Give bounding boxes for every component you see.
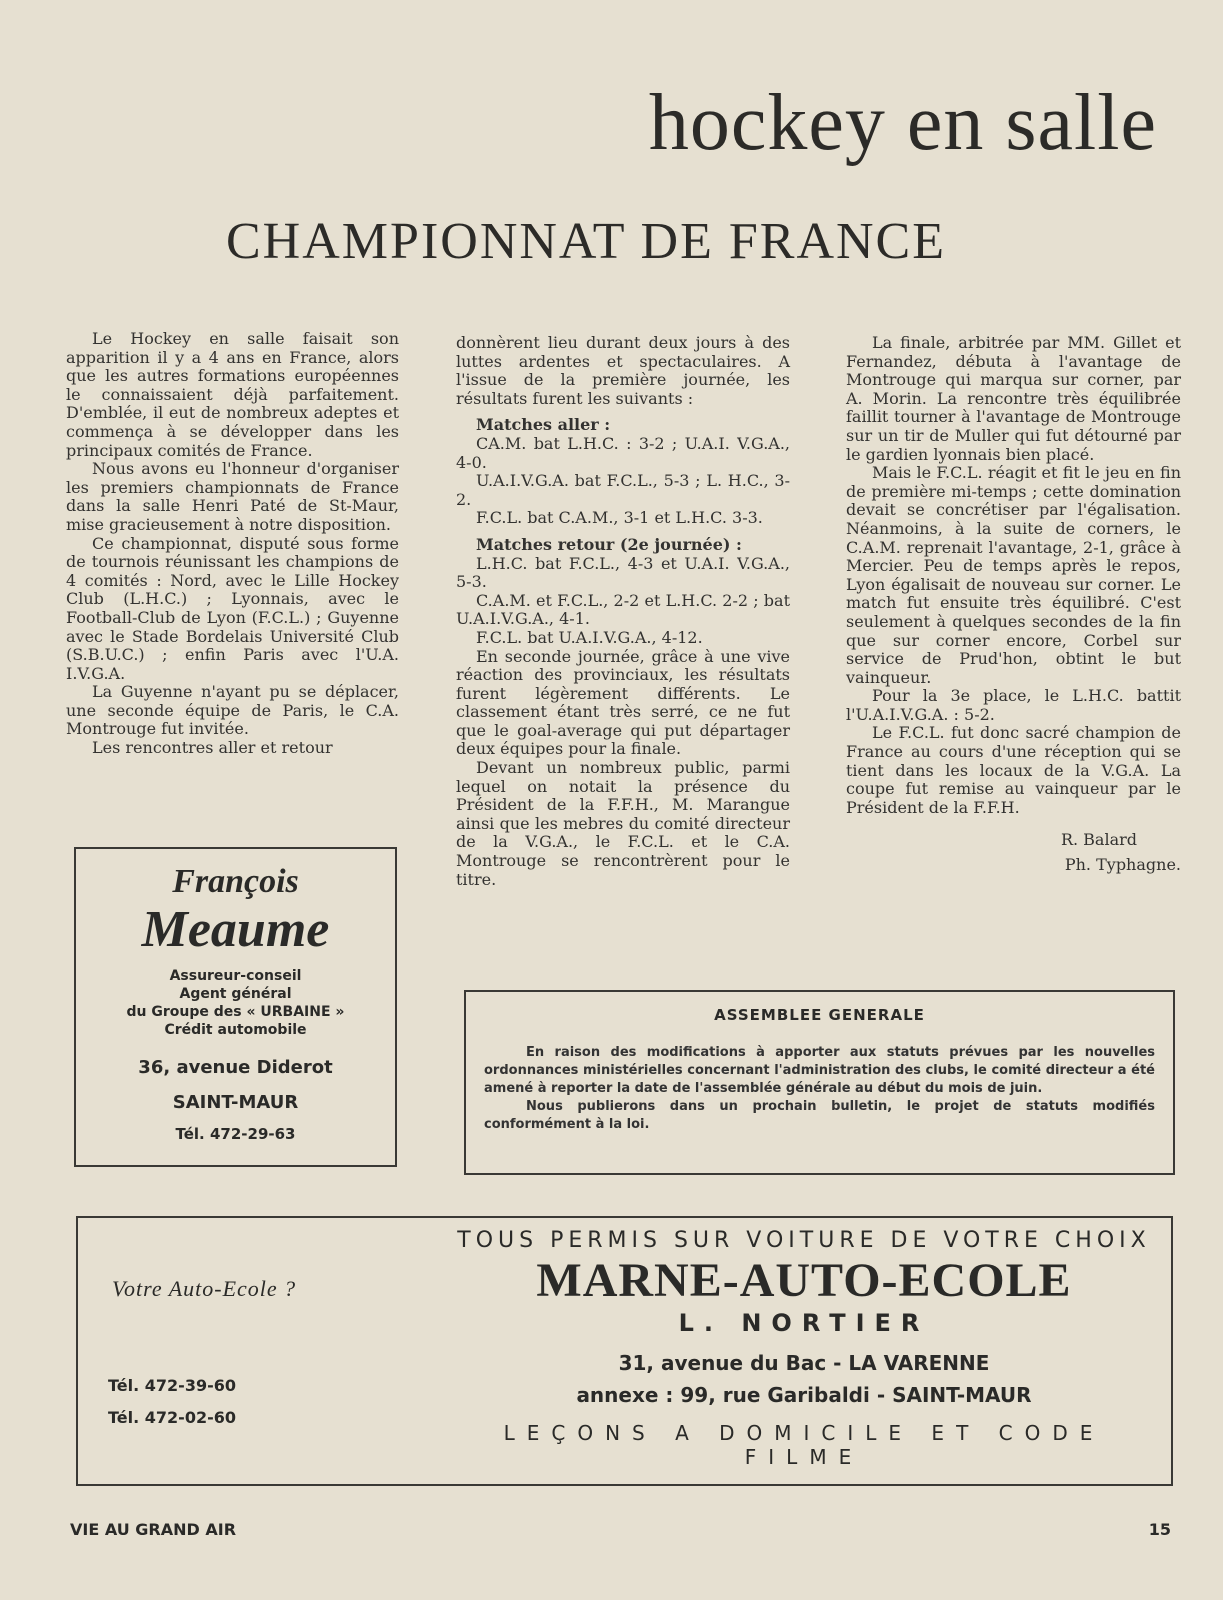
paragraph: Le F.C.L. fut donc sacré champion de France au cours d'une réception qui se tient dans les locaux de la V.G.A. La coupe fut remise au vainqueur par le Président de la F.F.H.: [846, 723, 1181, 817]
ad-city: SAINT-MAUR: [172, 1092, 299, 1113]
matches-retour-heading: Matches retour (2e journée) :: [476, 534, 742, 554]
ad-phone: Tél. 472-39-60: [108, 1376, 236, 1395]
result-line: CA.M. bat L.H.C. : 3-2 ; U.A.I. V.G.A., 4-0.: [456, 433, 790, 472]
paragraph: Ce championnat, disputé sous forme de tournois réunissant les champions de 4 comités : Nord, avec le Lille Hockey Club (L.H.C.) ; Lyonnais, avec le Football-Club de Lyon (F.C.L.) ; Guyenne avec le Stade Bordelais Université Club (S.B.U.C.) ; enfin Paris avec l'U.A. I.V.G.A.: [66, 533, 399, 683]
paragraph: Devant un nombreux public, parmi lequel on notait la présence du Président de la F.F.H., M. Marangue ainsi que les mebres du comité directeur de la V.G.A., le F.C.L. et le C.A. Montrouge se rencontrèrent pour le titre.: [456, 758, 790, 889]
result-line: L.H.C. bat F.C.L., 4-3 et U.A.I. V.G.A., 5-3.: [456, 553, 790, 592]
result-line: C.A.M. et F.C.L., 2-2 et L.H.C. 2-2 ; bat U.A.I.V.G.A., 4-1.: [456, 590, 790, 629]
paragraph: Les rencontres aller et retour: [92, 738, 333, 758]
ad-main-block: [454, 1228, 1154, 1469]
paragraph: La finale, arbitrée par MM. Gillet et Fernandez, débuta à l'avantage de Montrouge qui marqua sur corner, par A. Morin. La rencontre très équilibrée faillit tourner à l'avantage de Montrouge sur un tir de Muller qui fut détourné par le gardien lyonnais bien placé.: [846, 333, 1181, 464]
ad-question: Votre Auto-Ecole ?: [112, 1276, 297, 1301]
notice-body: [484, 1044, 1155, 1134]
paragraph: En seconde journée, grâce à une vive réaction des provinciaux, les résultats furent légèrement différents. Le classement étant très serré, ce ne fut que le goal-average qui put départager deux équipes pour la finale.: [456, 646, 790, 759]
ad-address: 31, avenue du Bac - LA VARENNE: [618, 1351, 990, 1375]
paragraph: Mais le F.C.L. réagit et fit le jeu en fin de première mi-temps ; cette domination devait se concrétiser par l'égalisation. Néanmoins, à la suite de corners, le C.A.M. reprenait l'avantage, 2-1, grâce à Mercier. Peu de temps après le repos, Lyon égalisait de nouveau sur corner. Le match fut ensuite très équilibré. C'est seulement à quelques secondes de la fin que sur corner encore, Corbel sur service de Prud'hon, obtint le but vainqueur.: [846, 463, 1181, 687]
ad-address: 36, avenue Diderot: [138, 1057, 333, 1078]
advertisement-marne-auto-ecole: [76, 1216, 1173, 1486]
ad-bottom-line: LEÇONS A DOMICILE ET CODE FILME: [503, 1421, 1105, 1469]
article-column-2: [456, 334, 790, 889]
ad-owner: L. NORTIER: [678, 1309, 930, 1337]
paragraph: Le Hockey en salle faisait son apparition il y a 4 ans en France, alors que les autres formations européennes le connaissaient déjà parfaitement. D'emblée, il eut de nombreux adeptes et commença à se développer dans les principaux comités de France.: [66, 329, 399, 460]
notice-paragraph: Nous publierons dans un prochain bulletin, le projet de statuts modifiés conformément à la loi.: [484, 1099, 1155, 1132]
result-line: F.C.L. bat U.A.I.V.G.A., 4-12.: [476, 627, 703, 647]
result-line: U.A.I.V.G.A. bat F.C.L., 5-3 ; L. H.C., 3-2.: [456, 471, 790, 509]
page-number: 15: [1148, 1520, 1171, 1539]
page-title: CHAMPIONNAT DE FRANCE: [226, 213, 947, 270]
ad-line: Assureur-conseil: [169, 968, 302, 984]
ad-company-name: MARNE-AUTO-ECOLE: [536, 1254, 1072, 1307]
assembly-notice: [464, 990, 1175, 1175]
notice-title: ASSEMBLEE GENERALE: [714, 1006, 925, 1024]
author-1: R. Balard: [1060, 830, 1137, 850]
section-title: hockey en salle: [648, 79, 1157, 167]
ad-phone: Tél. 472-29-63: [175, 1125, 296, 1143]
result-line: F.C.L. bat C.A.M., 3-1 et L.H.C. 3-3.: [476, 508, 763, 528]
paragraph: Nous avons eu l'honneur d'organiser les premiers championnats de France dans la salle Henri Paté de St-Maur, mise gracieusement à notre disposition.: [66, 459, 399, 534]
paragraph: Pour la 3e place, le L.H.C. battit l'U.A.I.V.G.A. : 5-2.: [846, 686, 1181, 724]
advertisement-meaume: [74, 847, 397, 1167]
advertiser-first-name: François: [172, 863, 299, 900]
ad-line: du Groupe des « URBAINE »: [126, 1004, 345, 1020]
matches-aller-heading: Matches aller :: [476, 415, 611, 435]
ad-tagline: TOUS PERMIS SUR VOITURE DE VOTRE CHOIX: [457, 1228, 1151, 1253]
ad-line: Agent général: [179, 986, 292, 1002]
magazine-name: VIE AU GRAND AIR: [70, 1520, 237, 1539]
ad-line: Crédit automobile: [164, 1022, 307, 1038]
signature: [846, 827, 1181, 877]
author-2: Ph. Typhagne.: [1064, 855, 1181, 875]
article-column-3: [846, 334, 1181, 877]
ad-phone: Tél. 472-02-60: [108, 1408, 236, 1427]
notice-paragraph: En raison des modifications à apporter aux statuts prévues par les nouvelles ordonnances ministérielles concernant l'administration des clubs, le comité directeur a été amené à reporter la date de l'assemblée générale au début du mois de juin.: [484, 1045, 1155, 1096]
advertiser-last-name: Meaume: [141, 901, 330, 958]
article-column-1: [66, 330, 399, 758]
ad-address-annex: annexe : 99, rue Garibaldi - SAINT-MAUR: [576, 1383, 1032, 1407]
paragraph: La Guyenne n'ayant pu se déplacer, une seconde équipe de Paris, le C.A. Montrouge fut invitée.: [66, 682, 399, 739]
paragraph: donnèrent lieu durant deux jours à des luttes ardentes et spectaculaires. A l'issue de la première journée, les résultats furent les suivants :: [456, 333, 790, 408]
